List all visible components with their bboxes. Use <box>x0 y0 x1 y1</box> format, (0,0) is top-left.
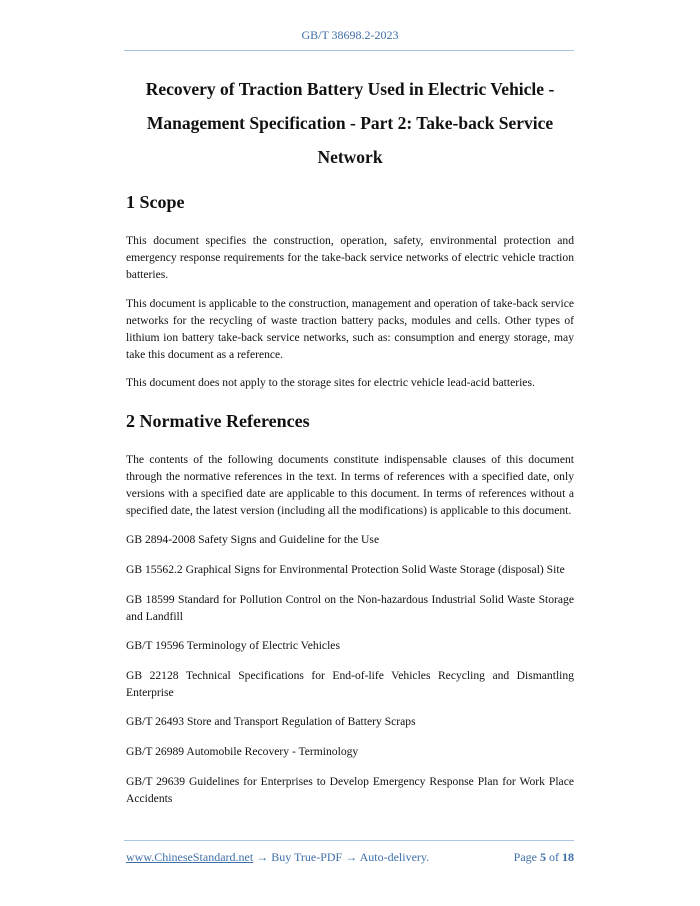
current-page: 5 <box>540 850 546 864</box>
total-pages: 18 <box>562 850 574 864</box>
title-line-1: Recovery of Traction Battery Used in Electric Vehicle - <box>145 79 555 99</box>
header-divider <box>124 50 574 51</box>
footer-auto-delivery: Auto-delivery. <box>359 850 430 864</box>
reference-item: GB/T 29639 Guidelines for Enterprises to Develop Emergency Response Plan for Work Place Accidents <box>126 775 574 805</box>
section-heading-normative-references: 2 Normative References <box>126 411 310 431</box>
footer-buy-link[interactable]: Buy True-PDF <box>271 850 343 864</box>
page-number <box>514 850 574 865</box>
references-intro-paragraph: The contents of the following documents constitute indispensable clauses of this document through the normative references in the text. In terms of references with a specified date, only versions with a specified date are applicable to this document. In terms of references without a specified date, the latest version (including all the modifications) is applicable to this document. <box>126 453 574 517</box>
title-line-3: Network <box>317 147 383 167</box>
reference-item: GB 15562.2 Graphical Signs for Environmental Protection Solid Waste Storage (disposal) Site <box>126 563 565 576</box>
document-title <box>124 72 576 174</box>
reference-item: GB/T 19596 Terminology of Electric Vehicles <box>126 639 340 652</box>
header-standard-code: GB/T 38698.2-2023 <box>301 28 399 42</box>
footer-promo <box>126 850 429 865</box>
arrow-right-icon: → <box>256 850 269 864</box>
page-label: Page <box>513 850 537 864</box>
reference-item: GB 22128 Technical Specifications for End-of-life Vehicles Recycling and Dismantling Enterprise <box>126 669 574 699</box>
footer-website-link[interactable]: www.ChineseStandard.net <box>126 850 254 864</box>
title-line-2: Management Specification - Part 2: Take-back Service <box>146 113 554 133</box>
scope-paragraph-1: This document specifies the construction, operation, safety, environmental protection and emergency response requirements for the take-back service networks of electric vehicle traction batteries. <box>126 234 574 281</box>
scope-paragraph-2: This document is applicable to the construction, management and operation of take-back service networks for the recycling of waste traction battery packs, modules and cells. Other types of lithium ion battery take-back service networks, such as: consumption and energy storage, may take this document as a reference. <box>126 297 574 361</box>
reference-item: GB 2894-2008 Safety Signs and Guideline for the Use <box>126 533 380 546</box>
reference-item: GB 18599 Standard for Pollution Control on the Non-hazardous Industrial Solid Waste Storage and Landfill <box>126 593 574 623</box>
scope-paragraph-3: This document does not apply to the storage sites for electric vehicle lead-acid batteries. <box>126 376 535 389</box>
footer-divider <box>124 840 574 841</box>
reference-item: GB/T 26989 Automobile Recovery - Terminology <box>126 745 359 758</box>
arrow-right-icon: → <box>345 850 358 864</box>
reference-item: GB/T 26493 Store and Transport Regulation of Battery Scraps <box>126 715 416 728</box>
section-heading-scope: 1 Scope <box>126 192 185 212</box>
of-label: of <box>549 850 559 864</box>
